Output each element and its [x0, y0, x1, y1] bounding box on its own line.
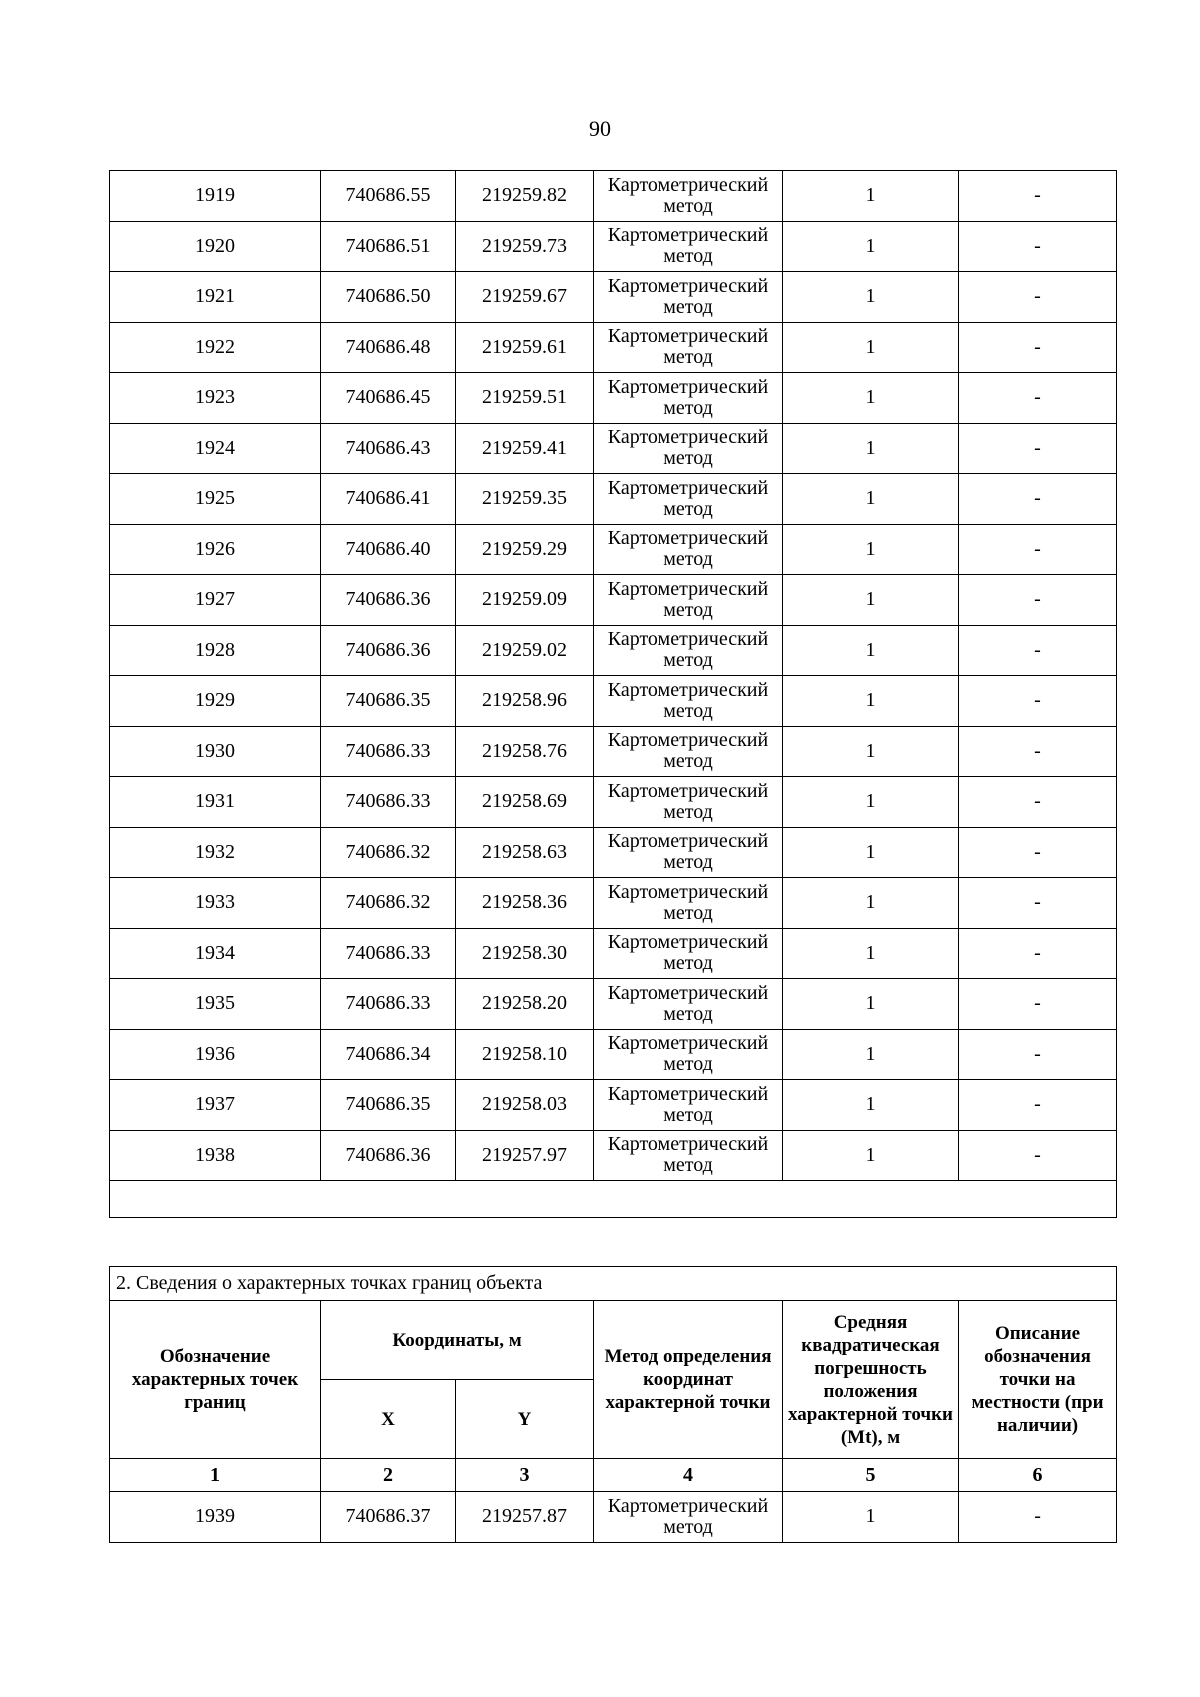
point-y: 219258.76 — [456, 726, 594, 777]
point-description: - — [959, 777, 1117, 828]
point-id: 1932 — [110, 827, 321, 878]
point-description: - — [959, 1080, 1117, 1131]
table-row — [110, 928, 1117, 979]
point-x: 740686.40 — [321, 524, 456, 575]
point-mt: 1 — [783, 878, 959, 929]
point-mt: 1 — [783, 777, 959, 828]
point-mt: 1 — [783, 726, 959, 777]
point-description: - — [959, 1130, 1117, 1181]
header-description: Описание обозначения точки на местности (при наличии) — [959, 1301, 1117, 1459]
point-method: Картометрический метод — [594, 575, 783, 626]
point-x: 740686.45 — [321, 373, 456, 424]
table-row — [110, 524, 1117, 575]
point-x: 740686.55 — [321, 171, 456, 222]
point-y: 219258.20 — [456, 979, 594, 1030]
point-method: Картометрический метод — [594, 322, 783, 373]
point-description: - — [959, 726, 1117, 777]
point-x: 740686.36 — [321, 575, 456, 626]
point-id: 1930 — [110, 726, 321, 777]
table-row — [110, 979, 1117, 1030]
table-row — [110, 1080, 1117, 1131]
point-id: 1919 — [110, 171, 321, 222]
point-x: 740686.48 — [321, 322, 456, 373]
point-id: 1922 — [110, 322, 321, 373]
point-y: 219258.03 — [456, 1080, 594, 1131]
point-method: Картометрический метод — [594, 221, 783, 272]
point-method: Картометрический метод — [594, 625, 783, 676]
column-number: 2 — [321, 1459, 456, 1492]
point-x: 740686.43 — [321, 423, 456, 474]
point-x: 740686.51 — [321, 221, 456, 272]
point-y: 219258.96 — [456, 676, 594, 727]
point-x: 740686.34 — [321, 1029, 456, 1080]
table-row — [110, 322, 1117, 373]
point-method: Картометрический метод — [594, 1029, 783, 1080]
point-mt: 1 — [783, 474, 959, 525]
point-method: Картометрический метод — [594, 272, 783, 323]
point-x: 740686.35 — [321, 1080, 456, 1131]
point-mt: 1 — [783, 272, 959, 323]
point-x: 740686.41 — [321, 474, 456, 525]
point-y: 219259.02 — [456, 625, 594, 676]
point-description: - — [959, 373, 1117, 424]
point-y: 219258.36 — [456, 878, 594, 929]
point-id: 1929 — [110, 676, 321, 727]
point-description: - — [959, 676, 1117, 727]
point-mt: 1 — [783, 373, 959, 424]
boundary-points-table-continued — [109, 170, 1117, 1218]
point-method: Картометрический метод — [594, 171, 783, 222]
point-x: 740686.36 — [321, 625, 456, 676]
point-mt: 1 — [783, 625, 959, 676]
header-coordinates: Координаты, м — [321, 1301, 594, 1380]
point-mt: 1 — [783, 322, 959, 373]
column-number: 3 — [456, 1459, 594, 1492]
table-row — [110, 878, 1117, 929]
point-y: 219257.87 — [456, 1492, 594, 1543]
point-mt: 1 — [783, 171, 959, 222]
table-row — [110, 373, 1117, 424]
table-row — [110, 1130, 1117, 1181]
header-method: Метод определения координат характерной точки — [594, 1301, 783, 1459]
point-method: Картометрический метод — [594, 373, 783, 424]
point-mt: 1 — [783, 524, 959, 575]
point-id: 1934 — [110, 928, 321, 979]
table-row — [110, 625, 1117, 676]
point-id: 1937 — [110, 1080, 321, 1131]
point-y: 219258.69 — [456, 777, 594, 828]
table-row — [110, 171, 1117, 222]
point-id: 1925 — [110, 474, 321, 525]
point-y: 219259.82 — [456, 171, 594, 222]
point-mt: 1 — [783, 676, 959, 727]
column-number: 5 — [783, 1459, 959, 1492]
point-x: 740686.33 — [321, 777, 456, 828]
header-y: Y — [456, 1380, 594, 1459]
point-method: Картометрический метод — [594, 777, 783, 828]
point-mt: 1 — [783, 575, 959, 626]
point-method: Картометрический метод — [594, 878, 783, 929]
point-description: - — [959, 878, 1117, 929]
point-id: 1933 — [110, 878, 321, 929]
point-x: 740686.32 — [321, 827, 456, 878]
point-description: - — [959, 474, 1117, 525]
table-row — [110, 221, 1117, 272]
point-description: - — [959, 322, 1117, 373]
table-row — [110, 1492, 1117, 1543]
point-mt: 1 — [783, 1492, 959, 1543]
point-y: 219259.67 — [456, 272, 594, 323]
table-row — [110, 423, 1117, 474]
point-mt: 1 — [783, 827, 959, 878]
column-number: 6 — [959, 1459, 1117, 1492]
empty-cell — [110, 1181, 1117, 1218]
point-id: 1935 — [110, 979, 321, 1030]
point-method: Картометрический метод — [594, 423, 783, 474]
point-x: 740686.33 — [321, 979, 456, 1030]
point-x: 740686.33 — [321, 726, 456, 777]
page-number: 90 — [589, 116, 611, 141]
point-y: 219258.63 — [456, 827, 594, 878]
header-designation: Обозначение характерных точек границ — [110, 1301, 321, 1459]
point-mt: 1 — [783, 1130, 959, 1181]
point-id: 1938 — [110, 1130, 321, 1181]
point-description: - — [959, 1492, 1117, 1543]
column-number: 1 — [110, 1459, 321, 1492]
point-method: Картометрический метод — [594, 676, 783, 727]
point-x: 740686.33 — [321, 928, 456, 979]
point-id: 1928 — [110, 625, 321, 676]
point-id: 1931 — [110, 777, 321, 828]
point-mt: 1 — [783, 423, 959, 474]
point-method: Картометрический метод — [594, 1492, 783, 1543]
point-method: Картометрический метод — [594, 827, 783, 878]
point-id: 1927 — [110, 575, 321, 626]
point-mt: 1 — [783, 1029, 959, 1080]
point-description: - — [959, 575, 1117, 626]
point-y: 219258.10 — [456, 1029, 594, 1080]
point-x: 740686.32 — [321, 878, 456, 929]
point-id: 1921 — [110, 272, 321, 323]
point-id: 1936 — [110, 1029, 321, 1080]
point-method: Картометрический метод — [594, 979, 783, 1030]
point-description: - — [959, 979, 1117, 1030]
point-description: - — [959, 221, 1117, 272]
point-id: 1939 — [110, 1492, 321, 1543]
table-row — [110, 676, 1117, 727]
header-mt: Средняя квадратическая погрешность положения характерной точки (Mt), м — [783, 1301, 959, 1459]
table-caption: 2. Сведения о характерных точках границ объекта — [110, 1267, 1117, 1301]
point-y: 219259.35 — [456, 474, 594, 525]
point-method: Картометрический метод — [594, 524, 783, 575]
point-description: - — [959, 272, 1117, 323]
empty-row — [110, 1181, 1117, 1218]
table-row — [110, 777, 1117, 828]
point-mt: 1 — [783, 979, 959, 1030]
point-method: Картометрический метод — [594, 1130, 783, 1181]
table-row — [110, 1029, 1117, 1080]
point-id: 1920 — [110, 221, 321, 272]
point-x: 740686.35 — [321, 676, 456, 727]
point-y: 219259.09 — [456, 575, 594, 626]
point-description: - — [959, 423, 1117, 474]
header-x: X — [321, 1380, 456, 1459]
point-method: Картометрический метод — [594, 1080, 783, 1131]
table-row — [110, 726, 1117, 777]
point-y: 219259.29 — [456, 524, 594, 575]
point-x: 740686.36 — [321, 1130, 456, 1181]
point-y: 219259.41 — [456, 423, 594, 474]
point-y: 219259.73 — [456, 221, 594, 272]
point-method: Картометрический метод — [594, 726, 783, 777]
point-method: Картометрический метод — [594, 474, 783, 525]
point-y: 219259.61 — [456, 322, 594, 373]
point-y: 219258.30 — [456, 928, 594, 979]
point-x: 740686.37 — [321, 1492, 456, 1543]
point-mt: 1 — [783, 221, 959, 272]
point-description: - — [959, 928, 1117, 979]
point-description: - — [959, 625, 1117, 676]
point-y: 219257.97 — [456, 1130, 594, 1181]
table-row — [110, 827, 1117, 878]
table-row — [110, 474, 1117, 525]
point-description: - — [959, 524, 1117, 575]
point-mt: 1 — [783, 1080, 959, 1131]
point-id: 1926 — [110, 524, 321, 575]
point-description: - — [959, 171, 1117, 222]
table-row — [110, 272, 1117, 323]
table-row — [110, 575, 1117, 626]
point-id: 1924 — [110, 423, 321, 474]
point-description: - — [959, 827, 1117, 878]
column-numbers-row — [110, 1459, 1117, 1492]
column-number: 4 — [594, 1459, 783, 1492]
point-mt: 1 — [783, 928, 959, 979]
point-x: 740686.50 — [321, 272, 456, 323]
point-method: Картометрический метод — [594, 928, 783, 979]
point-y: 219259.51 — [456, 373, 594, 424]
point-description: - — [959, 1029, 1117, 1080]
point-id: 1923 — [110, 373, 321, 424]
boundary-points-table — [109, 1266, 1117, 1543]
